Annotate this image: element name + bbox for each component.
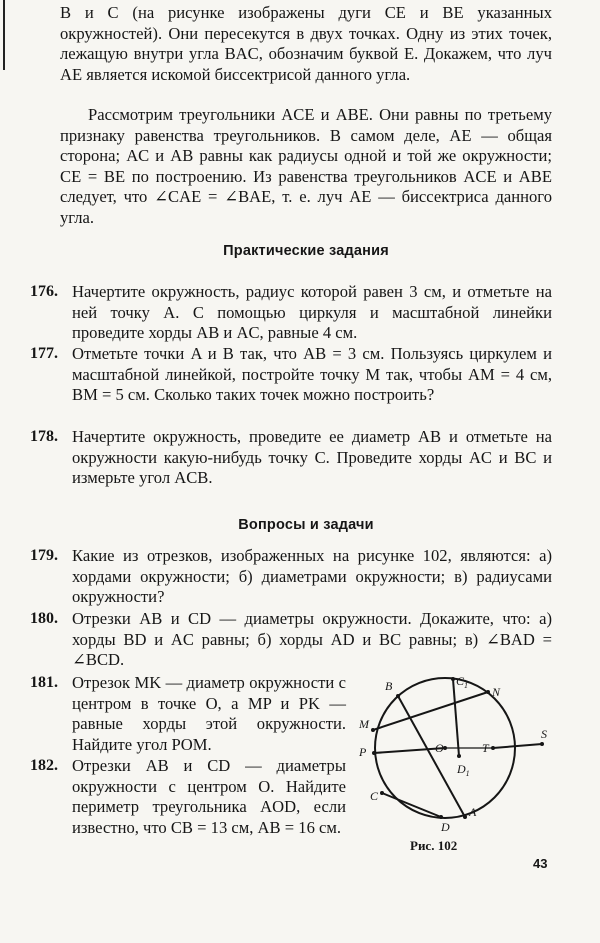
label-s: S <box>541 727 547 741</box>
intro-paragraph-1: B и C (на рисунке изображены дуги CE и BE указанных окружностей). Они пересекутся в двух точках. Одну из этих точек, лежащую внутри угла BAC, обозначим буквой E. Докажем, что луч AE является искомой биссектрисой данного угла. <box>60 3 552 84</box>
practical-heading: Практические задания <box>223 243 389 259</box>
segment-ts <box>493 744 542 748</box>
task-number: 177. <box>30 345 58 362</box>
questions-heading: Вопросы и задачи <box>238 517 374 533</box>
point-d1 <box>457 754 461 758</box>
label-c1: $C_1$ <box>456 676 469 690</box>
point-n <box>486 690 490 694</box>
point-a <box>463 815 467 819</box>
task-number: 181. <box>30 674 58 691</box>
segment-c1d1 <box>453 679 459 756</box>
task-number: 179. <box>30 547 58 564</box>
chord-cd <box>382 793 441 817</box>
task-text: Начертите окружность, проведите ее диаметр AB и отметьте на окружности какую-нибудь точку C. Проведите хорды AC и BC и измерьте угол ACB. <box>72 427 552 487</box>
task-181 <box>30 673 346 755</box>
task-177 <box>30 344 552 406</box>
intro-paragraph-2: Рассмотрим треугольники ACE и ABE. Они равны по третьему признаку равенства треугольников. В самом деле, AE — общая сторона; AC и AB равны как радиусы одной и той же окружности; CE = BE по построению. Из равенства треугольников ACE и ABE следует, что ∠CAE = ∠BAE, т. е. луч AE — биссектриса данного угла. <box>60 105 552 227</box>
point-m <box>371 728 375 732</box>
page-number: 43 <box>533 856 548 871</box>
task-178 <box>30 427 552 489</box>
point-b <box>396 694 400 698</box>
point-c <box>380 791 384 795</box>
task-text: Начертите окружность, радиус которой равен 3 см, и отметьте на ней точку A. С помощью циркуля и масштабной линейки проведите хорды AB и AC, равные 4 см. <box>72 282 552 342</box>
label-t: T <box>482 741 489 755</box>
task-number: 176. <box>30 283 58 300</box>
task-176 <box>30 282 552 344</box>
task-180 <box>30 609 552 671</box>
figure-caption: Рис. 102 <box>410 838 458 853</box>
label-p: P <box>359 745 367 759</box>
point-s <box>540 742 544 746</box>
point-t <box>491 746 495 750</box>
task-text: Отметьте точки A и B так, что AB = 3 см. Пользуясь циркулем и масштабной линейкой, постройте точку M так, чтобы AM = 4 см, BM = 5 см. Сколько таких точек можно построить? <box>72 344 552 404</box>
label-o: O <box>435 741 444 755</box>
figure-102 <box>345 676 565 861</box>
label-b: B <box>385 679 393 693</box>
task-number: 180. <box>30 610 58 627</box>
task-179 <box>30 546 552 608</box>
task-text: Какие из отрезков, изображенных на рисунке 102, являются: а) хордами окружности; б) диаметрами окружности; в) радиусами окружности? <box>72 546 552 606</box>
margin-rule <box>3 0 5 70</box>
task-number: 182. <box>30 757 58 774</box>
task-text: Отрезки AB и CD — диаметры окружности с центром O. Найдите периметр треугольника AOD, если известно, что CB = 13 см, AB = 16 см. <box>72 756 346 837</box>
label-d: D <box>441 820 450 834</box>
task-182 <box>30 756 346 838</box>
point-p <box>372 751 376 755</box>
point-d <box>439 815 443 819</box>
task-number: 178. <box>30 428 58 445</box>
label-a: A <box>469 805 477 819</box>
task-text: Отрезок MK — диаметр окружности с центром в точке O, а MP и PK — равные хорды этой окружности. Найдите угол POM. <box>72 673 346 754</box>
label-c: C <box>370 789 379 803</box>
label-m: M <box>359 717 369 731</box>
label-n: N <box>492 685 501 699</box>
chord-mn <box>373 692 488 730</box>
label-d1: $D_1$ <box>457 762 470 778</box>
task-text: Отрезки AB и CD — диаметры окружности. Докажите, что: а) хорды BD и AC равны; б) хорды AD и BC равны; в) ∠BAD = ∠BCD. <box>72 609 552 669</box>
point-c1 <box>451 677 455 681</box>
